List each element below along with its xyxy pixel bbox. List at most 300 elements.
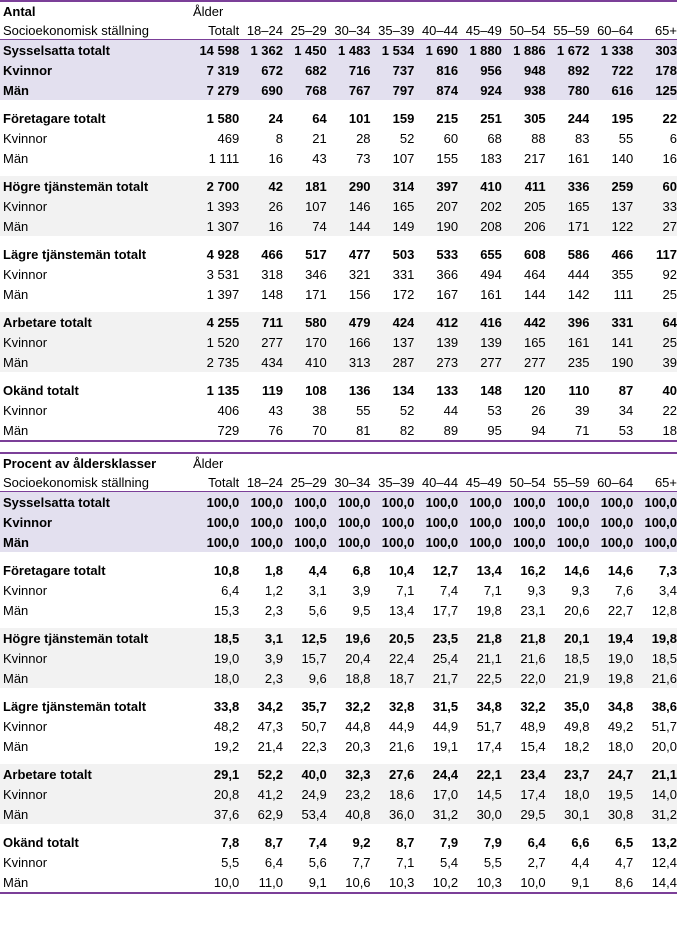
table-cell: 183	[480, 150, 502, 166]
table-cell: 10,3	[389, 874, 415, 890]
row-label: Kvinnor	[3, 198, 48, 214]
table-cell: 108	[305, 382, 327, 398]
table-cell: 100,0	[425, 534, 459, 550]
age-column-header: 65+	[654, 22, 677, 38]
table-cell: 434	[261, 354, 283, 370]
table-cell: 938	[523, 82, 546, 98]
table-cell: 7,1	[483, 582, 502, 598]
age-column-header: 65+	[654, 474, 677, 490]
table-cell: 165	[567, 198, 590, 214]
table-cell: 7,1	[396, 582, 415, 598]
table-row	[0, 400, 677, 420]
table-row	[0, 108, 677, 128]
table-cell: 100,0	[600, 494, 634, 510]
table-cell: 33,8	[213, 698, 240, 714]
table-cell: 71	[574, 422, 590, 438]
table-row	[0, 648, 677, 668]
age-header: Ålder	[193, 4, 224, 19]
table-cell: 2,3	[264, 602, 283, 618]
row-label: Kvinnor	[3, 582, 48, 598]
table-cell: 41,2	[257, 786, 283, 802]
age-column-header: 40–44	[421, 22, 459, 38]
table-cell: 816	[436, 62, 459, 78]
table-cell: 19,8	[607, 670, 634, 686]
table-cell: 1 135	[206, 382, 240, 398]
table-cell: 3,9	[264, 650, 283, 666]
row-label: Okänd totalt	[3, 834, 79, 850]
table-cell: 20,0	[651, 738, 677, 754]
table-cell: 39	[662, 354, 677, 370]
table-cell: 797	[392, 82, 415, 98]
table-cell: 331	[392, 266, 415, 282]
table-cell: 21	[312, 130, 327, 146]
table-row	[0, 196, 677, 216]
table-cell: 1 362	[250, 42, 283, 58]
table-cell: 74	[312, 218, 327, 234]
table-cell: 48,9	[520, 718, 546, 734]
table-title: Procent av åldersklasser	[3, 456, 157, 471]
table-cell: 89	[443, 422, 459, 438]
table-cell: 24,9	[301, 786, 327, 802]
group-gap	[0, 620, 677, 628]
table-cell: 100,0	[338, 534, 371, 550]
table-cell: 21,6	[651, 670, 677, 686]
table-cell: 8,7	[264, 834, 283, 850]
table-cell: 19,1	[432, 738, 459, 754]
row-label: Män	[3, 150, 29, 166]
table-cell: 7,4	[440, 582, 459, 598]
table-cell: 533	[436, 246, 459, 262]
group-gap	[0, 236, 677, 244]
table-cell: 9,5	[352, 602, 371, 618]
table-cell: 33	[662, 198, 677, 214]
table-cell: 53	[487, 402, 502, 418]
table-cell: 259	[611, 178, 634, 194]
table-row	[0, 492, 677, 512]
table-cell: 24,4	[432, 766, 459, 782]
table-cell: 21,1	[476, 650, 502, 666]
table-cell: 21,9	[564, 670, 590, 686]
row-label: Män	[3, 806, 29, 822]
table-cell: 9,1	[571, 874, 590, 890]
table-cell: 251	[480, 110, 502, 126]
table-row	[0, 176, 677, 196]
table-cell: 355	[611, 266, 634, 282]
table-cell: 159	[392, 110, 415, 126]
table-cell: 479	[348, 314, 371, 330]
table-title: Antal	[3, 4, 36, 19]
age-column-header: 55–59	[553, 474, 590, 490]
table-cell: 10,2	[432, 874, 459, 890]
table-cell: 52	[399, 402, 415, 418]
table-cell: 190	[436, 218, 459, 234]
table-cell: 314	[392, 178, 415, 194]
table-cell: 12,4	[651, 854, 677, 870]
table-cell: 503	[392, 246, 415, 262]
group-gap	[0, 756, 677, 764]
row-label: Män	[3, 286, 29, 302]
table-cell: 10,0	[520, 874, 546, 890]
table-cell: 144	[523, 286, 546, 302]
table-cell: 321	[348, 266, 371, 282]
table-cell: 44,8	[345, 718, 371, 734]
table-cell: 722	[611, 62, 634, 78]
table-cell: 6,4	[221, 582, 240, 598]
age-column-header: 45–49	[465, 22, 502, 38]
table-cell: 161	[480, 286, 502, 302]
table-cell: 277	[480, 354, 502, 370]
table-cell: 101	[348, 110, 371, 126]
table-cell: 19,8	[476, 602, 502, 618]
percent-table	[0, 452, 677, 894]
table-cell: 494	[480, 266, 502, 282]
table-cell: 36,0	[389, 806, 415, 822]
table-cell: 1 580	[206, 110, 240, 126]
table-cell: 580	[305, 314, 327, 330]
table-cell: 100,0	[381, 514, 415, 530]
table-cell: 18,0	[607, 738, 634, 754]
table-cell: 181	[305, 178, 327, 194]
table-separator	[0, 442, 677, 452]
table-row	[0, 80, 677, 100]
row-label: Män	[3, 534, 29, 550]
row-label: Kvinnor	[3, 130, 48, 146]
table-cell: 48,2	[213, 718, 240, 734]
row-label: Arbetare totalt	[3, 314, 92, 330]
table-cell: 133	[436, 382, 459, 398]
table-cell: 60	[662, 178, 677, 194]
table-cell: 34,2	[257, 698, 283, 714]
table-cell: 18,5	[564, 650, 590, 666]
table-cell: 17,4	[476, 738, 502, 754]
table-cell: 170	[305, 334, 327, 350]
table-cell: 1 520	[206, 334, 240, 350]
table-row	[0, 284, 677, 304]
table-cell: 406	[217, 402, 240, 418]
age-column-header: 30–34	[334, 22, 371, 38]
table-cell: 2 735	[206, 354, 240, 370]
table-cell: 208	[480, 218, 502, 234]
table-cell: 62,9	[257, 806, 283, 822]
table-cell: 7 279	[206, 82, 240, 98]
table-cell: 167	[436, 286, 459, 302]
table-cell: 171	[567, 218, 590, 234]
table-cell: 19,6	[345, 630, 371, 646]
table-cell: 948	[523, 62, 546, 78]
table-cell: 4,4	[571, 854, 590, 870]
table-cell: 42	[268, 178, 283, 194]
table-cell: 424	[392, 314, 415, 330]
table-cell: 161	[567, 150, 590, 166]
table-cell: 336	[567, 178, 590, 194]
table-row	[0, 332, 677, 352]
table-cell: 125	[655, 82, 677, 98]
table-cell: 53	[618, 422, 634, 438]
table-cell: 608	[523, 246, 546, 262]
table-cell: 18,0	[213, 670, 240, 686]
table-row	[0, 128, 677, 148]
table-cell: 139	[436, 334, 459, 350]
table-cell: 442	[523, 314, 546, 330]
table-cell: 100,0	[294, 514, 327, 530]
table-cell: 17,4	[520, 786, 546, 802]
table-title-row	[0, 2, 677, 21]
table-cell: 12,8	[651, 602, 677, 618]
row-label: Lägre tjänstemän totalt	[3, 698, 147, 714]
table-cell: 51,7	[651, 718, 677, 734]
row-label: Företagare totalt	[3, 110, 106, 126]
row-label: Kvinnor	[3, 62, 53, 78]
table-cell: 22	[662, 110, 677, 126]
age-column-header: 60–64	[597, 474, 634, 490]
table-cell: 202	[480, 198, 502, 214]
table-cell: 119	[262, 382, 283, 398]
table-cell: 18,5	[213, 630, 240, 646]
table-cell: 7,9	[483, 834, 502, 850]
row-label: Arbetare totalt	[3, 766, 92, 782]
table-cell: 14,5	[476, 786, 502, 802]
group-gap	[0, 100, 677, 108]
table-cell: 23,1	[520, 602, 546, 618]
table-cell: 49,2	[607, 718, 634, 734]
age-column-header: Totalt	[208, 22, 240, 38]
column-header-row	[0, 21, 677, 40]
age-column-header: 60–64	[597, 22, 634, 38]
table-cell: 21,8	[520, 630, 546, 646]
table-cell: 4 928	[206, 246, 240, 262]
table-cell: 100,0	[294, 534, 327, 550]
table-cell: 6,4	[527, 834, 546, 850]
table-cell: 60	[443, 130, 459, 146]
table-row	[0, 628, 677, 648]
table-cell: 19,8	[651, 630, 677, 646]
table-cell: 1 483	[338, 42, 371, 58]
table-cell: 120	[523, 382, 546, 398]
table-cell: 165	[392, 198, 415, 214]
table-cell: 416	[480, 314, 502, 330]
table-cell: 672	[261, 62, 283, 78]
table-cell: 100,0	[513, 494, 546, 510]
table-cell: 178	[655, 62, 677, 78]
table-cell: 768	[305, 82, 327, 98]
table-cell: 517	[305, 246, 327, 262]
table-cell: 155	[436, 150, 459, 166]
table-cell: 366	[436, 266, 459, 282]
table-cell: 6,8	[352, 562, 371, 578]
table-row	[0, 696, 677, 716]
table-cell: 682	[305, 62, 327, 78]
table-cell: 100,0	[469, 494, 502, 510]
table-cell: 100,0	[644, 534, 677, 550]
table-cell: 12,7	[432, 562, 459, 578]
age-column-header: Totalt	[208, 474, 240, 490]
table-cell: 7,9	[440, 834, 459, 850]
table-cell: 4 255	[206, 314, 240, 330]
table-cell: 161	[567, 334, 590, 350]
table-cell: 47,3	[257, 718, 283, 734]
table-row	[0, 560, 677, 580]
table-cell: 616	[611, 82, 634, 98]
table-cell: 205	[523, 198, 546, 214]
table-cell: 6,5	[615, 834, 634, 850]
table-cell: 24	[268, 110, 283, 126]
table-cell: 206	[523, 218, 546, 234]
table-cell: 15,4	[520, 738, 546, 754]
table-cell: 15,3	[213, 602, 240, 618]
table-cell: 235	[567, 354, 590, 370]
row-label: Kvinnor	[3, 786, 48, 802]
age-column-header: 25–29	[290, 22, 327, 38]
row-label: Kvinnor	[3, 266, 48, 282]
table-cell: 19,4	[607, 630, 634, 646]
table-cell: 148	[261, 286, 283, 302]
table-cell: 100,0	[425, 514, 459, 530]
table-row	[0, 60, 677, 80]
table-cell: 303	[655, 42, 677, 58]
table-cell: 5,4	[440, 854, 459, 870]
table-cell: 207	[436, 198, 459, 214]
count-table	[0, 0, 677, 442]
table-cell: 44	[443, 402, 459, 418]
table-cell: 20,6	[564, 602, 590, 618]
table-cell: 38	[312, 402, 327, 418]
table-cell: 64	[662, 314, 677, 330]
table-cell: 146	[348, 198, 371, 214]
table-cell: 16	[268, 218, 283, 234]
table-cell: 76	[268, 422, 283, 438]
table-cell: 4,4	[308, 562, 327, 578]
table-cell: 107	[305, 198, 327, 214]
table-cell: 22,3	[301, 738, 327, 754]
table-cell: 165	[523, 334, 546, 350]
table-cell: 1 397	[206, 286, 240, 302]
table-cell: 14,0	[651, 786, 677, 802]
table-cell: 215	[436, 110, 459, 126]
table-cell: 190	[611, 354, 634, 370]
table-cell: 1,2	[264, 582, 283, 598]
table-cell: 466	[611, 246, 634, 262]
table-cell: 73	[356, 150, 371, 166]
table-cell: 4,7	[615, 854, 634, 870]
age-column-header: 30–34	[334, 474, 371, 490]
table-cell: 142	[567, 286, 590, 302]
table-cell: 956	[480, 62, 502, 78]
age-header: Ålder	[193, 456, 224, 471]
table-cell: 100,0	[556, 494, 590, 510]
table-cell: 18,7	[389, 670, 415, 686]
table-cell: 49,8	[564, 718, 590, 734]
table-cell: 18,0	[564, 786, 590, 802]
table-cell: 10,6	[345, 874, 371, 890]
table-cell: 10,3	[476, 874, 502, 890]
table-cell: 16	[268, 150, 283, 166]
table-cell: 1 534	[381, 42, 415, 58]
table-bottom-rule	[0, 892, 677, 894]
row-label: Kvinnor	[3, 718, 48, 734]
row-label: Okänd totalt	[3, 382, 79, 398]
table-cell: 22,4	[389, 650, 415, 666]
table-cell: 655	[480, 246, 502, 262]
table-cell: 34	[618, 402, 634, 418]
table-title-row	[0, 454, 677, 473]
row-label-header: Socioekonomisk ställning	[3, 474, 149, 490]
table-cell: 22,0	[520, 670, 546, 686]
table-row	[0, 512, 677, 532]
table-cell: 1 690	[425, 42, 459, 58]
row-label: Företagare totalt	[3, 562, 106, 578]
table-cell: 411	[524, 178, 546, 194]
table-cell: 6	[669, 130, 677, 146]
table-cell: 100,0	[600, 514, 634, 530]
table-cell: 20,8	[213, 786, 240, 802]
table-cell: 83	[574, 130, 590, 146]
row-label: Kvinnor	[3, 650, 48, 666]
column-header-row	[0, 473, 677, 492]
table-row	[0, 244, 677, 264]
table-cell: 53,4	[301, 806, 327, 822]
table-cell: 20,4	[345, 650, 371, 666]
table-cell: 7,8	[221, 834, 240, 850]
table-cell: 17,7	[432, 602, 459, 618]
table-cell: 29,5	[520, 806, 546, 822]
row-label: Högre tjänstemän totalt	[3, 630, 149, 646]
table-cell: 100,0	[469, 534, 502, 550]
table-cell: 1 880	[469, 42, 502, 58]
table-cell: 13,4	[389, 602, 415, 618]
table-cell: 2,3	[264, 670, 283, 686]
table-cell: 12,5	[301, 630, 327, 646]
table-cell: 44,9	[389, 718, 415, 734]
table-cell: 5,5	[221, 854, 240, 870]
row-label-header: Socioekonomisk ställning	[3, 22, 149, 38]
table-cell: 100,0	[644, 514, 677, 530]
row-label: Kvinnor	[3, 334, 48, 350]
table-cell: 16	[662, 150, 677, 166]
age-column-header: 35–39	[378, 22, 415, 38]
row-label: Män	[3, 602, 29, 618]
table-cell: 7,3	[658, 562, 677, 578]
table-cell: 277	[261, 334, 283, 350]
table-cell: 23,5	[432, 630, 459, 646]
table-cell: 156	[348, 286, 371, 302]
table-cell: 244	[567, 110, 590, 126]
table-cell: 92	[662, 266, 677, 282]
table-cell: 3,4	[658, 582, 677, 598]
table-cell: 7,1	[396, 854, 415, 870]
group-gap	[0, 304, 677, 312]
table-cell: 19,2	[213, 738, 240, 754]
table-cell: 17,0	[432, 786, 459, 802]
row-label: Män	[3, 738, 29, 754]
row-label: Högre tjänstemän totalt	[3, 178, 149, 194]
table-cell: 13,4	[476, 562, 502, 578]
age-column-header: 35–39	[378, 474, 415, 490]
table-cell: 18,8	[345, 670, 371, 686]
table-cell: 32,3	[345, 766, 371, 782]
table-cell: 5,5	[483, 854, 502, 870]
table-cell: 166	[348, 334, 371, 350]
age-column-header: 45–49	[465, 474, 502, 490]
table-cell: 195	[611, 110, 634, 126]
table-cell: 40	[662, 382, 677, 398]
table-cell: 7 319	[206, 62, 240, 78]
table-cell: 19,0	[213, 650, 240, 666]
table-cell: 14 598	[199, 42, 240, 58]
table-cell: 444	[567, 266, 590, 282]
table-cell: 874	[436, 82, 459, 98]
age-column-header: 25–29	[290, 474, 327, 490]
table-cell: 5,6	[308, 602, 327, 618]
